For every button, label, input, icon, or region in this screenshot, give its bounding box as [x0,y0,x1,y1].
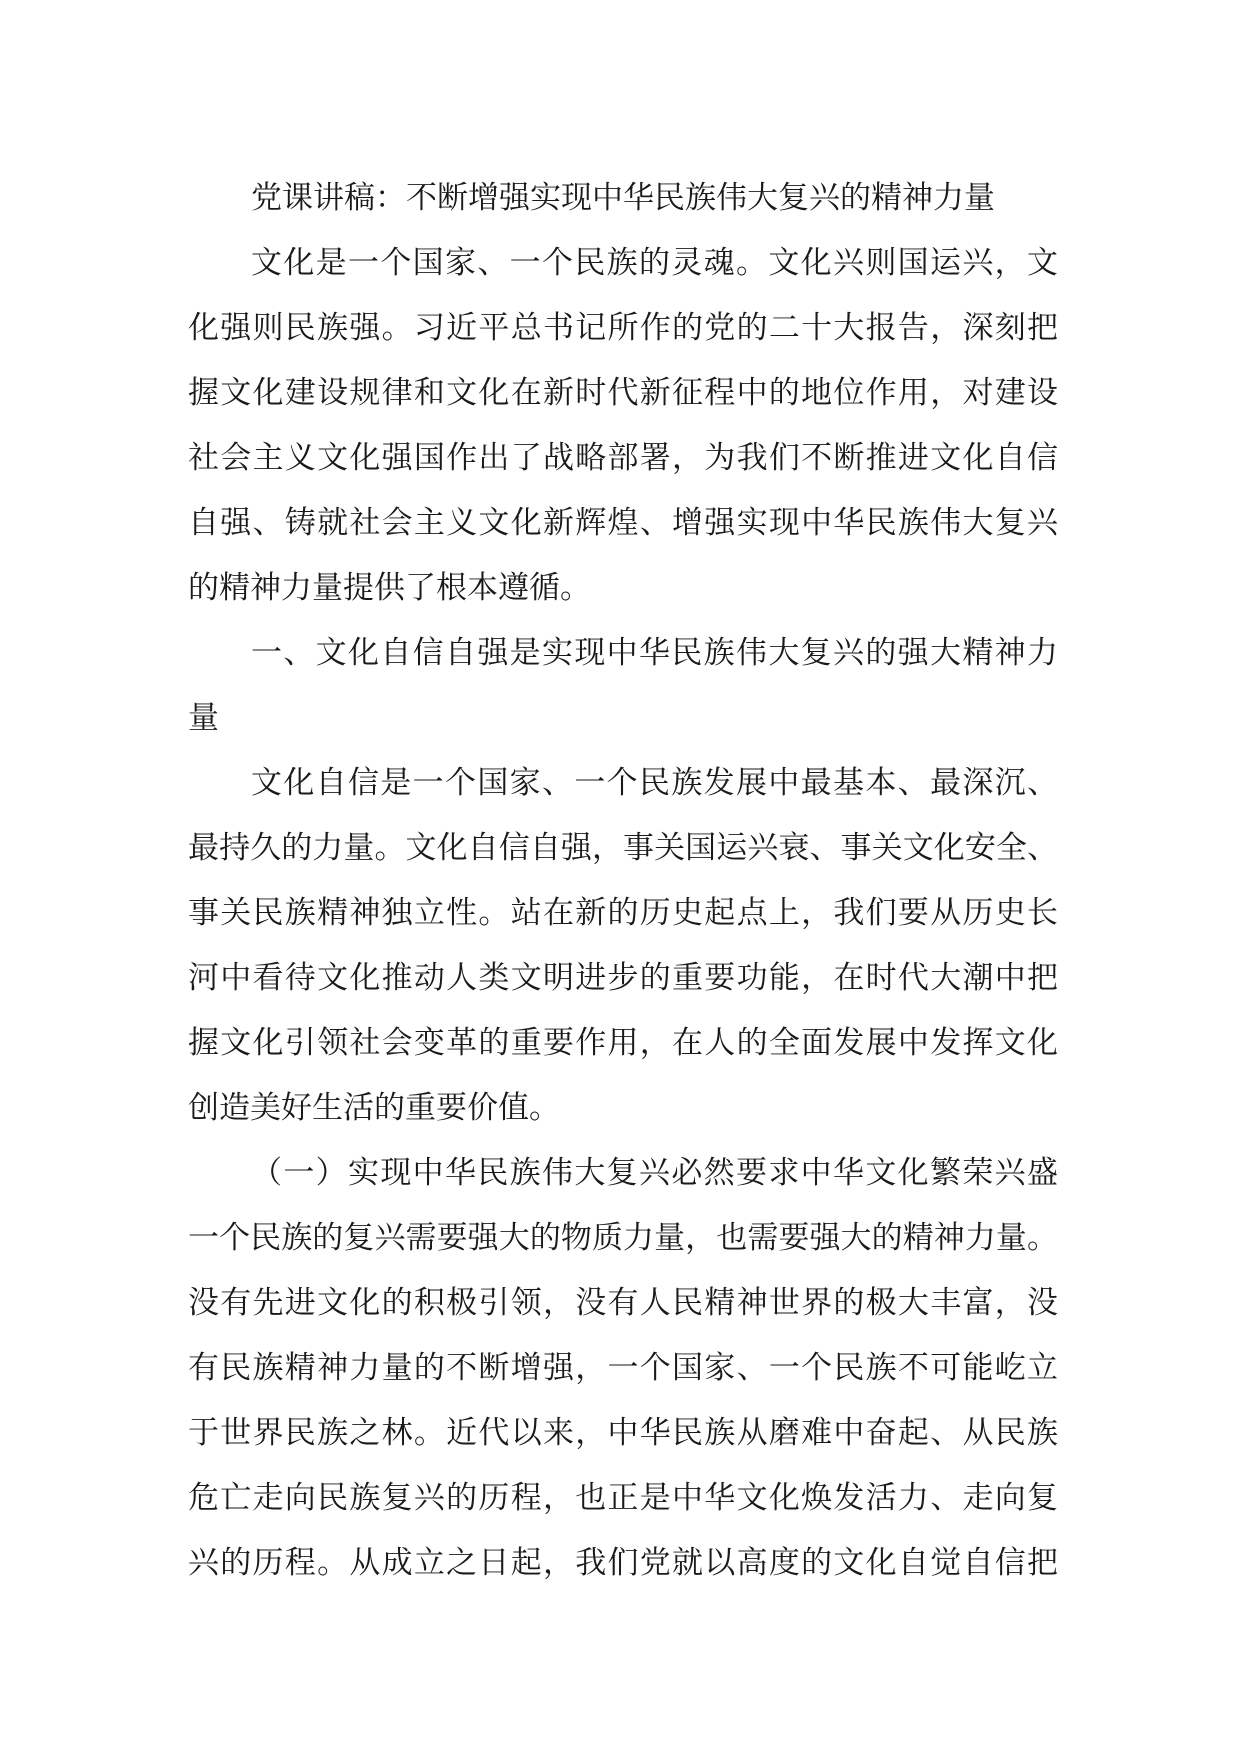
heading-line: （一）实现中华民族伟大复兴必然要求中华文化繁荣兴盛 [251,1155,1058,1191]
paragraph-intro [188,231,1058,621]
paragraph-line: 的精神力量提供了根本遵循。 [188,570,591,606]
paragraph-line: 兴的历程。从成立之日起，我们党就以高度的文化自觉自信把 [188,1545,1058,1581]
heading-line: 量 [188,700,219,736]
paragraph-line: 事关民族精神独立性。站在新的历史起点上，我们要从历史长 [188,895,1058,931]
paragraph-line: 社会主义文化强国作出了战略部署，为我们不断推进文化自信 [188,440,1058,476]
paragraph-line: 握文化建设规律和文化在新时代新征程中的地位作用，对建设 [188,375,1058,411]
paragraph-line: 化强则民族强。习近平总书记所作的党的二十大报告，深刻把 [188,310,1058,346]
paragraph-line: 创造美好生活的重要价值。 [188,1090,560,1126]
paragraph-cultural-confidence [188,751,1058,1141]
document-body [188,166,1058,1596]
paragraph-national-rejuvenation [188,1206,1058,1596]
paragraph-line: 危亡走向民族复兴的历程，也正是中华文化焕发活力、走向复 [188,1480,1058,1516]
paragraph-line: 自强、铸就社会主义文化新辉煌、增强实现中华民族伟大复兴 [188,505,1058,541]
paragraph-line: 文化自信是一个国家、一个民族发展中最基本、最深沉、 [251,765,1058,801]
paragraph-line: 一个民族的复兴需要强大的物质力量，也需要强大的精神力量。 [188,1220,1058,1256]
subsection-heading-1 [188,1141,1058,1206]
paragraph-line: 河中看待文化推动人类文明进步的重要功能，在时代大潮中把 [188,960,1058,996]
heading-line: 一、文化自信自强是实现中华民族伟大复兴的强大精神力 [251,635,1058,671]
paragraph-line: 握文化引领社会变革的重要作用，在人的全面发展中发挥文化 [188,1025,1058,1061]
paragraph-line: 没有先进文化的积极引领，没有人民精神世界的极大丰富，没 [188,1285,1058,1321]
paragraph-line: 文化是一个国家、一个民族的灵魂。文化兴则国运兴，文 [251,245,1058,281]
paragraph-line: 有民族精神力量的不断增强，一个国家、一个民族不可能屹立 [188,1350,1058,1386]
paragraph-line: 于世界民族之林。近代以来，中华民族从磨难中奋起、从民族 [188,1415,1058,1451]
document-title: 党课讲稿：不断增强实现中华民族伟大复兴的精神力量 [251,180,995,216]
section-heading-1 [188,621,1058,751]
paragraph-line: 最持久的力量。文化自信自强，事关国运兴衰、事关文化安全、 [188,830,1058,866]
